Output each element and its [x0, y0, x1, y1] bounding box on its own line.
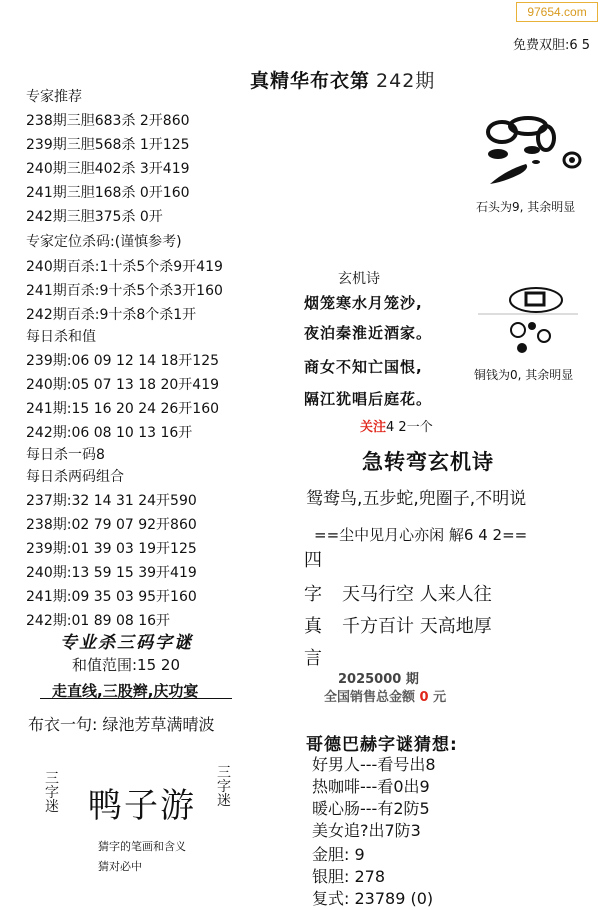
- vertical-char: 三: [45, 771, 59, 787]
- brain-teaser-clues: 鸳鸯鸟,五步蛇,兜圈子,不明说: [306, 489, 527, 509]
- expert-line: 241期三胆168杀 0开160: [26, 185, 190, 201]
- riddle-duck: 鸭子游: [88, 786, 196, 826]
- poem-line: 夜泊秦淮近酒家。: [304, 324, 433, 342]
- buyi-sentence: 布衣一句: 绿池芳草满晴波: [28, 715, 215, 734]
- vertical-char: 字: [45, 785, 59, 801]
- site-watermark: 97654.com: [516, 2, 598, 22]
- expert-line: 238期三胆683杀 2开860: [26, 113, 190, 129]
- poem-line: 烟笼寒水月笼沙,: [304, 294, 423, 312]
- four-label-char: 真: [304, 616, 322, 637]
- goldbach-line: 金胆: 9: [312, 845, 365, 864]
- daily-sum-line: 241期:15 16 20 24 26开160: [26, 401, 220, 417]
- positional-title: 专家定位杀码:(谨慎参考): [26, 234, 182, 250]
- daily-two-line: 240期:13 59 15 39开419: [26, 565, 197, 581]
- four-label-char: 言: [304, 648, 322, 669]
- follow-value: 4 2一个: [386, 420, 433, 435]
- vertical-char: 迷: [45, 799, 59, 815]
- coins-illustration: [478, 282, 578, 360]
- goldbach-line: 美女追?出7防3: [312, 821, 421, 840]
- daily-two-line: 239期:01 39 03 19开125: [26, 541, 197, 557]
- coin-caption: 铜钱为0, 其余明显: [474, 368, 574, 382]
- sales-period: 2025000 期: [338, 672, 419, 687]
- follow-note: [360, 416, 433, 435]
- expert-line: 239期三胆568杀 1开125: [26, 137, 190, 153]
- goldbach-line: 热咖啡---看0出9: [312, 777, 430, 796]
- daily-two-line: 238期:02 79 07 92开860: [26, 517, 197, 533]
- daily-two-line: 241期:09 35 03 95开160: [26, 589, 197, 605]
- goldbach-title: 哥德巴赫字谜猜想:: [306, 735, 458, 755]
- four-label-char: 字: [304, 584, 322, 605]
- poem-line: 隔江犹唱后庭花。: [304, 390, 433, 408]
- riddle-hint: 猜对必中: [98, 860, 142, 873]
- vertical-char: 迷: [217, 793, 231, 809]
- goldbach-line: 银胆: 278: [312, 867, 386, 886]
- sales-unit: 元: [433, 690, 447, 705]
- riddle-three-title: 专业杀三码字谜: [60, 633, 193, 653]
- daily-sum-title: 每日杀和值: [26, 329, 96, 345]
- daily-sum-line: 242期:06 08 10 13 16开: [26, 425, 193, 441]
- vertical-char: 字: [217, 779, 231, 795]
- title-name: 真精华布衣第: [250, 70, 371, 92]
- daily-sum-line: 239期:06 09 12 14 18开125: [26, 353, 220, 369]
- follow-label: 关注: [360, 420, 387, 435]
- four-char-phrase: 千方百计 天高地厚: [342, 616, 492, 637]
- poem-line: 商女不知亡国恨,: [304, 358, 423, 376]
- sales-amount: 0: [419, 690, 429, 705]
- positional-line: 242期百杀:9十杀8个杀1开: [26, 307, 197, 323]
- four-label-char: 四: [304, 550, 322, 571]
- xuanji-poem-title: 玄机诗: [338, 271, 380, 287]
- vertical-char: 三: [217, 765, 231, 781]
- expert-title: 专家推荐: [26, 89, 82, 105]
- page-title: [250, 66, 435, 93]
- free-double-pick: 免费双胆:6 5: [512, 38, 590, 53]
- brain-teaser-title: 急转弯玄机诗: [362, 450, 494, 474]
- four-char-phrase: 天马行空 人来人往: [342, 584, 492, 605]
- daily-sum-line: 240期:05 07 13 18 20开419: [26, 377, 220, 393]
- positional-line: 240期百杀:1十杀5个杀9开419: [26, 259, 223, 275]
- riddle-hint: 猜字的笔画和含义: [98, 840, 186, 853]
- positional-line: 241期百杀:9十杀5个杀3开160: [26, 283, 223, 299]
- daily-two-title: 每日杀两码组合: [26, 469, 124, 485]
- slogan: 走直线,三股辫,庆功宴: [52, 682, 199, 700]
- sales-total: [324, 686, 446, 705]
- daily-one-code: 每日杀一码8: [26, 447, 105, 463]
- slogan-divider: [40, 698, 232, 699]
- expert-line: 242期三胆375杀 0开: [26, 209, 163, 225]
- title-issue: 242期: [376, 70, 436, 92]
- goldbach-line: 暖心肠---有2防5: [312, 799, 430, 818]
- vertical-label-right: [216, 766, 232, 808]
- daily-two-line: 242期:01 89 08 16开: [26, 613, 171, 629]
- dust-riddle: ==尘中见月心亦闲 解6 4 2==: [314, 526, 528, 544]
- expert-line: 240期三胆402杀 3开419: [26, 161, 190, 177]
- vertical-label-left: [44, 772, 60, 814]
- sales-label: 全国销售总金额: [324, 690, 416, 705]
- stones-illustration: [476, 104, 588, 190]
- goldbach-line: 复式: 23789 (0): [312, 889, 434, 908]
- goldbach-line: 好男人---看号出8: [312, 755, 436, 774]
- stone-caption: 石头为9, 其余明显: [476, 200, 576, 214]
- sum-range: 和值范围:15 20: [72, 656, 180, 674]
- daily-two-line: 237期:32 14 31 24开590: [26, 493, 197, 509]
